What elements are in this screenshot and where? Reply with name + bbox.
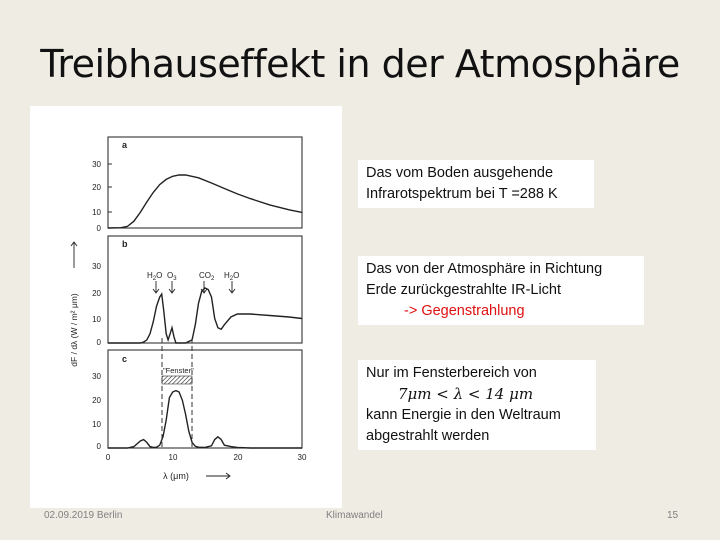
box1-line1: Das vom Boden ausgehende	[366, 165, 554, 181]
panel-b-ytick-30: 30	[92, 262, 101, 271]
co2-label: $CO_2$	[199, 271, 215, 282]
arrow-icon	[153, 281, 159, 293]
box1-line2: Infrarotspektrum bei T =288 K	[366, 186, 558, 202]
footer-page-number: 15	[667, 510, 679, 521]
panel-c-frame	[108, 350, 302, 448]
panel-a-frame	[108, 137, 302, 228]
arrow-icon	[229, 281, 235, 293]
panel-c-yticks	[92, 372, 101, 451]
slide-title: Treibhauseffekt in der Atmosphäre	[40, 42, 680, 86]
box2-line1: Das von der Atmosphäre in Richtung	[366, 261, 603, 277]
fenster-textbox	[358, 360, 596, 450]
box2-gegenstrahlung: -> Gegenstrahlung	[404, 303, 525, 319]
xtick-30: 30	[297, 453, 307, 462]
fenster-hatch	[162, 376, 192, 384]
panel-b-letter: b	[122, 239, 128, 249]
panel-c-xticks	[106, 453, 307, 462]
footer-title: Klimawandel	[326, 510, 383, 521]
panel-b-ytick-0: 0	[96, 338, 101, 347]
axis-arrow-icon	[71, 242, 77, 268]
panel-a-ytick-20: 20	[92, 183, 101, 192]
box3-math: 7μm < λ < 14 μm	[398, 385, 534, 403]
h2o-label-1: $H_2O$	[147, 271, 163, 282]
panel-a-ytick-30: 30	[92, 160, 101, 169]
panel-a-ytick-10: 10	[92, 208, 101, 217]
y-axis-label-group	[69, 242, 79, 367]
panel-a-ytick-0: 0	[96, 224, 101, 233]
panel-b-curve	[108, 288, 302, 343]
x-axis-label: λ (μm)	[163, 471, 189, 481]
xtick-10: 10	[168, 453, 178, 462]
panel-a-letter: a	[122, 140, 128, 150]
panel-a-yticks	[92, 160, 112, 233]
box3-line1: Nur im Fensterbereich von	[366, 365, 537, 381]
panel-b-frame	[108, 236, 302, 343]
xtick-20: 20	[233, 453, 243, 462]
arrow-icon	[169, 281, 175, 293]
panel-b-yticks	[92, 262, 101, 347]
panel-c-ytick-10: 10	[92, 420, 101, 429]
panel-b-annotations	[147, 271, 239, 293]
panel-c-ytick-30: 30	[92, 372, 101, 381]
o3-label: $O_3$	[167, 271, 177, 282]
panel-c-letter: c	[122, 354, 128, 364]
spectrum-chart	[30, 106, 342, 508]
panel-b	[92, 236, 302, 347]
panel-b-ytick-20: 20	[92, 289, 101, 298]
footer-date: 02.09.2019 Berlin	[44, 510, 123, 521]
h2o-label-2: $H_2O$	[224, 271, 240, 282]
panel-c	[92, 350, 307, 462]
box3-line4: abgestrahlt werden	[366, 428, 490, 444]
panel-a	[92, 137, 302, 233]
boden-spectrum-textbox	[358, 160, 594, 208]
panel-c-curve	[108, 391, 302, 448]
box2-line2: Erde zurückgestrahlte IR-Licht	[366, 282, 562, 298]
gegenstrahlung-textbox	[358, 256, 644, 325]
spectrum-figure	[30, 106, 342, 508]
y-axis-label: dF / dλ (W / m² μm)	[69, 293, 79, 367]
panel-b-ytick-10: 10	[92, 315, 101, 324]
panel-c-ytick-20: 20	[92, 396, 101, 405]
x-axis-arrow-icon	[206, 473, 230, 479]
xtick-0: 0	[105, 453, 111, 462]
fenster-label: "Fenster"	[163, 366, 194, 375]
box3-line3: kann Energie in den Weltraum	[366, 407, 561, 423]
panel-c-ytick-0: 0	[96, 442, 101, 451]
panel-a-curve	[108, 175, 302, 228]
